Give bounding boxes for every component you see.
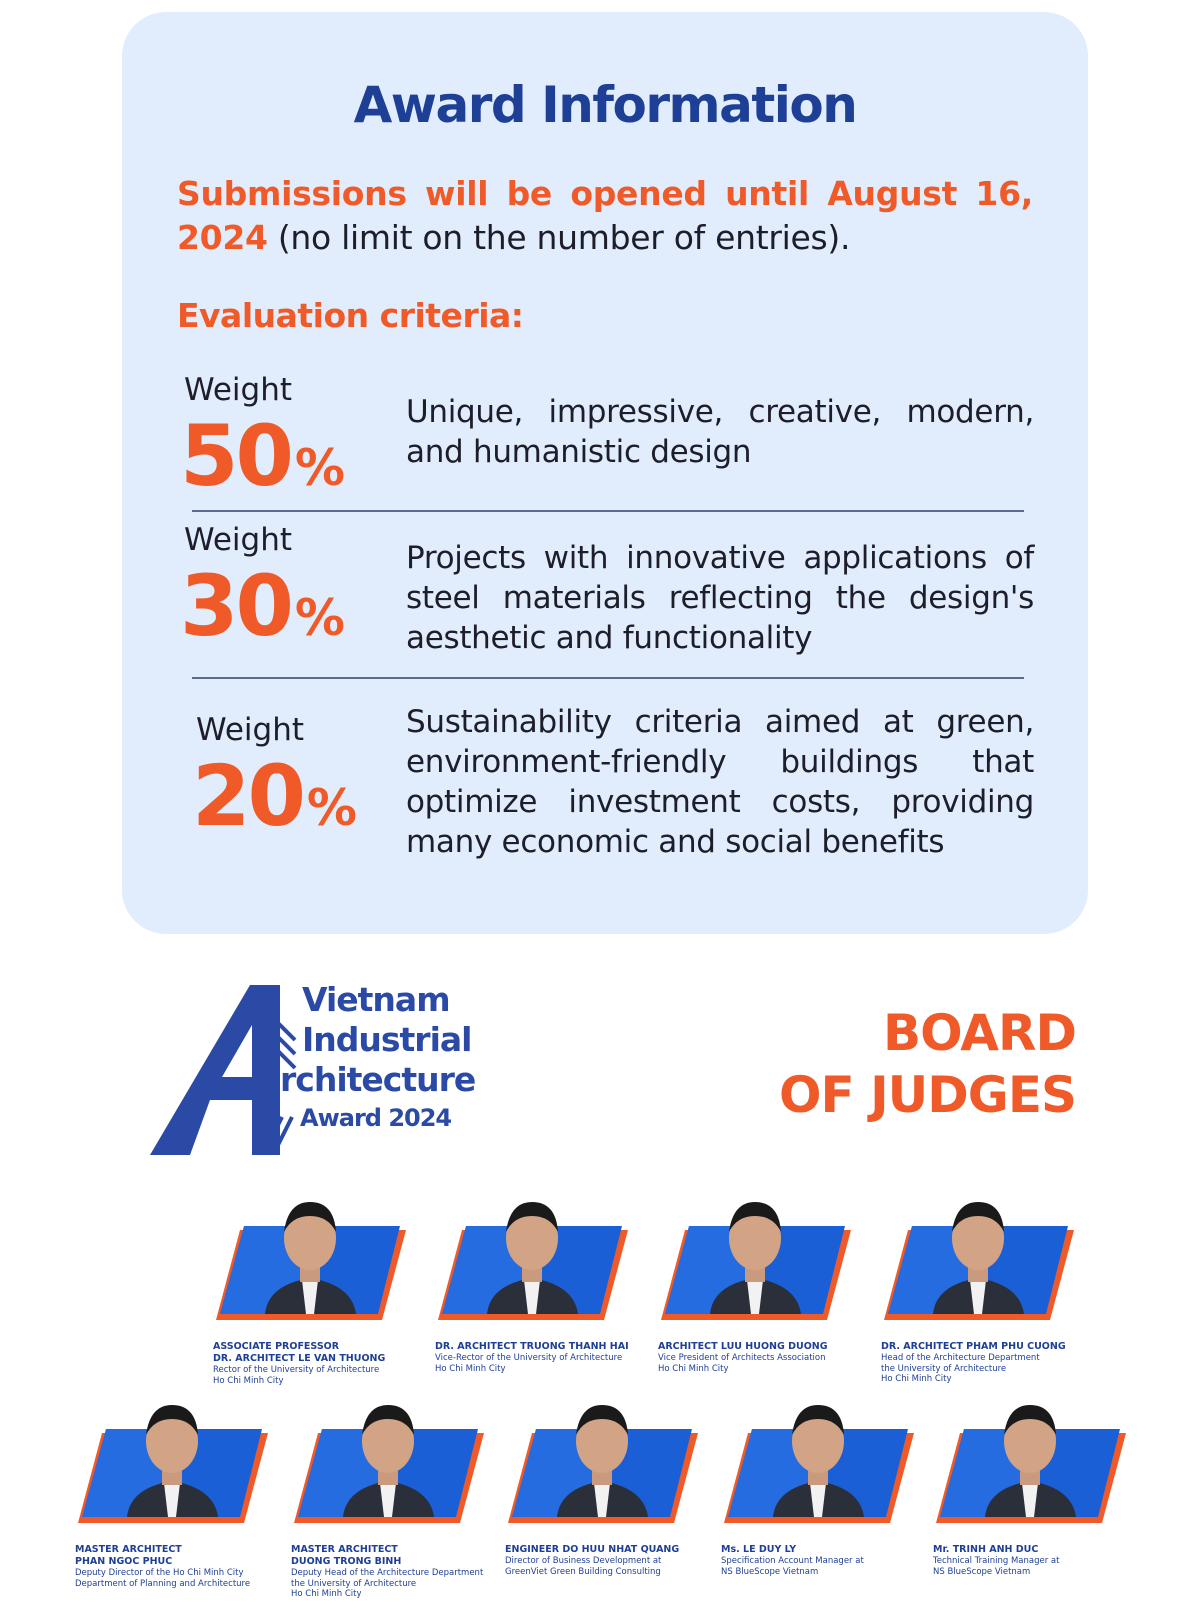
- judge-city: Ho Chi Minh City: [881, 1374, 952, 1384]
- judge-photo-frame: [502, 1393, 702, 1538]
- judge-card: [878, 1190, 1078, 1385]
- submission-entries-note: (no limit on the number of entries).: [267, 218, 851, 257]
- board-heading-line2: OF JUDGES: [779, 1066, 1076, 1124]
- submission-deadline-text: [177, 172, 1033, 260]
- judge-organization: Ho Chi Minh City: [213, 1375, 284, 1386]
- logo-text-architecture: rchitecture: [280, 1060, 476, 1099]
- criterion-description: Projects with innovative applications of steel materials reflecting the design's aesthetic and functionality: [406, 540, 1034, 656]
- judge-caption: [878, 1341, 1078, 1385]
- judge-organization: Ho Chi Minh City: [435, 1363, 506, 1374]
- percent-symbol: %: [306, 779, 358, 837]
- judge-position: Specification Account Manager at: [721, 1556, 864, 1566]
- criterion-percent: 20: [192, 747, 303, 845]
- judge-name: PHAN NGOC PHUC: [75, 1556, 173, 1567]
- logo-text-industrial: Industrial: [302, 1020, 472, 1059]
- criterion-divider: [192, 510, 1024, 512]
- criterion-weight-value: [192, 747, 358, 845]
- judge-name: DUONG TRONG BINH: [291, 1556, 402, 1567]
- criterion-description: Sustainability criteria aimed at green, environment-friendly buildings that optimize investment costs, providing many economic and social benefits: [406, 704, 1034, 860]
- judge-photo: [930, 1393, 1130, 1538]
- judge-caption: [432, 1341, 632, 1374]
- award-info-title: Award Information: [353, 76, 857, 134]
- judge-role: ASSOCIATE PROFESSOR: [213, 1341, 340, 1352]
- criterion-weight-label: Weight: [184, 372, 293, 408]
- judge-caption: [210, 1341, 410, 1386]
- judge-name: Mr. TRINH ANH DUC: [933, 1544, 1039, 1555]
- judge-photo-frame: [718, 1393, 918, 1538]
- judge-name: ARCHITECT LUU HUONG DUONG: [658, 1341, 828, 1352]
- judge-caption: [718, 1544, 918, 1577]
- judge-photo-frame: [878, 1190, 1078, 1335]
- criterion-weight-label: Weight: [184, 522, 293, 558]
- judge-role: MASTER ARCHITECT: [291, 1544, 398, 1555]
- criterion-weight-value: [180, 557, 346, 655]
- judge-card: [72, 1393, 272, 1589]
- award-logo: [150, 980, 510, 1155]
- judge-position: Director of Business Development at: [505, 1556, 662, 1566]
- judge-photo-frame: [432, 1190, 632, 1335]
- criterion-percent: 50: [180, 407, 291, 505]
- judge-photo: [432, 1190, 632, 1335]
- judge-photo-frame: [72, 1393, 272, 1538]
- criterion-description: Unique, impressive, creative, modern, and humanistic design: [406, 394, 1034, 470]
- judge-name: DR. ARCHITECT LE VAN THUONG: [213, 1353, 386, 1364]
- judge-card: [655, 1190, 855, 1374]
- criterion-percent: 30: [180, 557, 291, 655]
- judge-caption: [288, 1544, 488, 1600]
- judge-photo: [72, 1393, 272, 1538]
- judge-caption: [930, 1544, 1130, 1577]
- judge-card: [288, 1393, 488, 1600]
- judge-caption: [655, 1341, 855, 1374]
- award-info-card: [122, 12, 1088, 934]
- judge-position: Head of the Architecture Department: [881, 1353, 1040, 1363]
- percent-symbol: %: [294, 589, 346, 647]
- judge-photo: [718, 1393, 918, 1538]
- judge-card: [432, 1190, 632, 1374]
- judge-position: Deputy Head of the Architecture Department: [291, 1568, 484, 1578]
- judge-role: MASTER ARCHITECT: [75, 1544, 182, 1555]
- judge-name: ENGINEER DO HUU NHAT QUANG: [505, 1544, 680, 1555]
- judge-photo: [878, 1190, 1078, 1335]
- criterion-weight-value: [180, 407, 346, 505]
- submission-deadline-highlight: Submissions will be opened until August 16, 2024: [177, 174, 1033, 257]
- criterion-weight-label: Weight: [196, 712, 305, 748]
- judge-card: [930, 1393, 1130, 1577]
- judge-photo: [288, 1393, 488, 1538]
- logo-text-vietnam: Vietnam: [302, 980, 450, 1019]
- judge-organization: NS BlueScope Vietnam: [721, 1566, 819, 1577]
- judge-position: Rector of the University of Architecture: [213, 1365, 380, 1375]
- judge-organization: NS BlueScope Vietnam: [933, 1566, 1031, 1577]
- judge-organization: Department of Planning and Architecture: [75, 1578, 251, 1589]
- criterion-divider: [192, 677, 1024, 679]
- board-of-judges-heading: [779, 1002, 1076, 1126]
- judge-city: Ho Chi Minh City: [291, 1589, 362, 1599]
- judge-position: Vice-Rector of the University of Architecture: [435, 1353, 623, 1363]
- judge-card: [502, 1393, 702, 1577]
- judge-photo: [655, 1190, 855, 1335]
- judge-photo-frame: [288, 1393, 488, 1538]
- evaluation-criteria-heading: Evaluation criteria:: [177, 296, 524, 335]
- judge-position: Technical Training Manager at: [933, 1556, 1060, 1566]
- judge-organization: Ho Chi Minh City: [658, 1363, 729, 1374]
- judge-photo-frame: [930, 1393, 1130, 1538]
- judge-name: Ms. LE DUY LY: [721, 1544, 797, 1555]
- judge-position: Deputy Director of the Ho Chi Minh City: [75, 1568, 244, 1578]
- board-heading-line1: BOARD: [883, 1004, 1076, 1062]
- judge-name: DR. ARCHITECT PHAM PHU CUONG: [881, 1341, 1066, 1352]
- judge-caption: [502, 1544, 702, 1577]
- judge-photo: [502, 1393, 702, 1538]
- judge-caption: [72, 1544, 272, 1589]
- judge-card: [718, 1393, 918, 1577]
- judge-organization: the University of Architecture: [881, 1363, 1007, 1374]
- judge-card: [210, 1190, 410, 1386]
- judge-photo-frame: [655, 1190, 855, 1335]
- judge-organization: GreenViet Green Building Consulting: [505, 1566, 661, 1577]
- judge-name: DR. ARCHITECT TRUONG THANH HAI: [435, 1341, 629, 1352]
- judge-position: Vice President of Architects Association: [658, 1353, 826, 1363]
- judge-organization: the University of Architecture: [291, 1578, 417, 1589]
- logo-text-award-year: Award 2024: [300, 1104, 452, 1132]
- percent-symbol: %: [294, 439, 346, 497]
- judge-photo-frame: [210, 1190, 410, 1335]
- judge-photo: [210, 1190, 410, 1335]
